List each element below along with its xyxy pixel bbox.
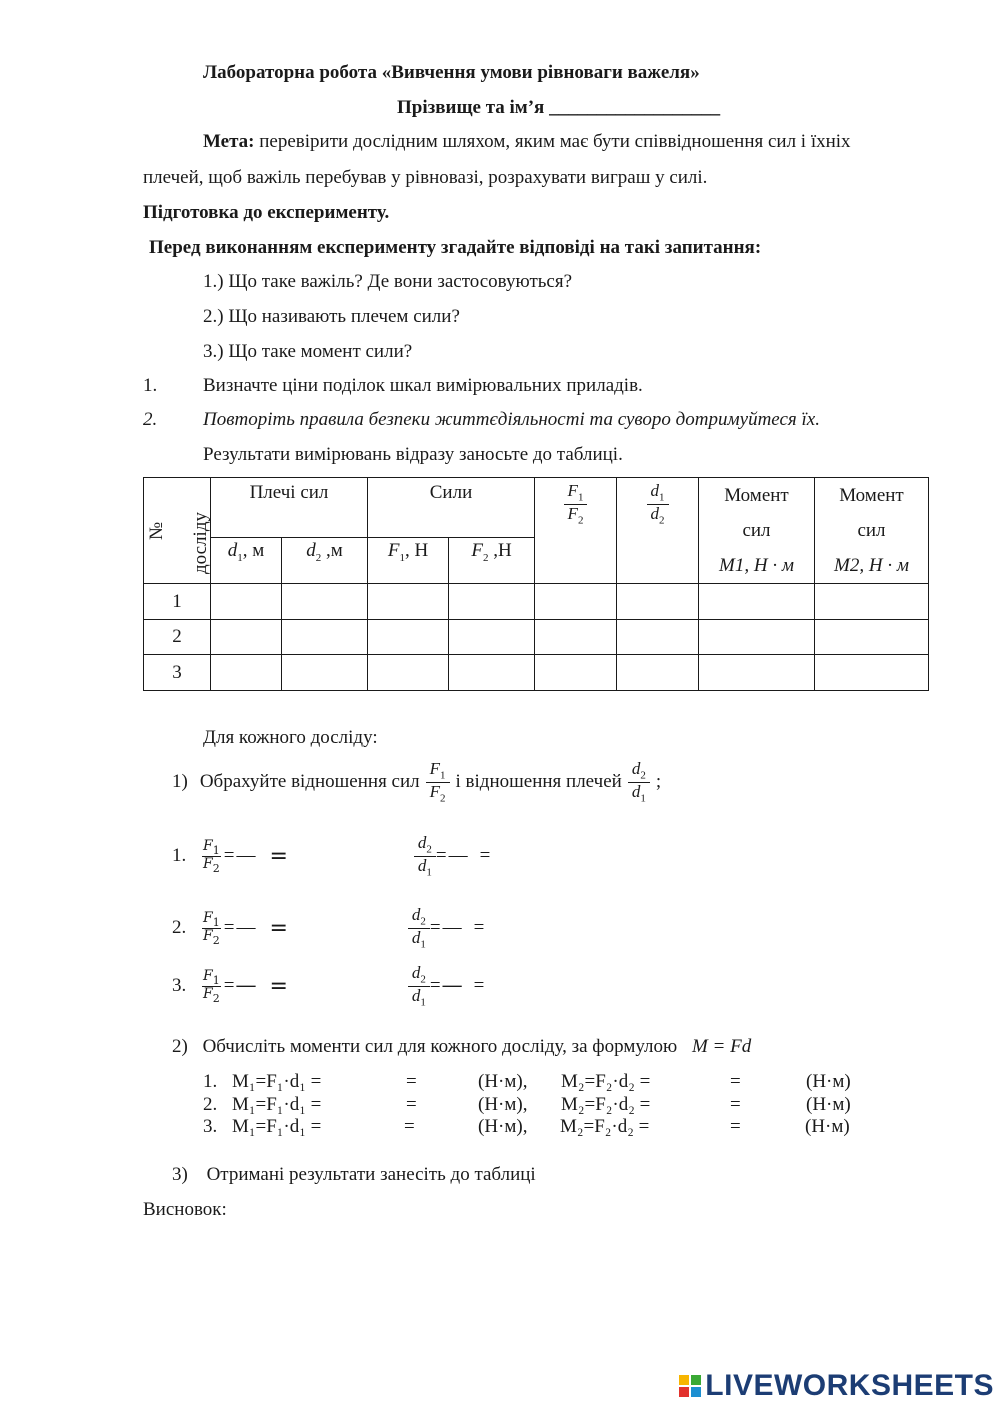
prep-heading: Підготовка до експерименту. bbox=[143, 202, 390, 223]
logo-mark-icon bbox=[679, 1375, 701, 1397]
moment-1-forces-word: сил bbox=[742, 520, 771, 541]
cell-input[interactable] bbox=[617, 655, 699, 691]
goal-label: Мета: bbox=[203, 131, 255, 152]
ratio-2-force-fraction: $\frac{F_1}{F_2}$ bbox=[203, 909, 220, 947]
cell-input[interactable] bbox=[617, 620, 699, 655]
moment-row-1-m1: M₁=F₁·d₁ = bbox=[232, 1071, 322, 1092]
cell-input[interactable] bbox=[282, 620, 368, 655]
moment-row-2-eq2: = bbox=[730, 1094, 741, 1115]
task-1-end: ; bbox=[655, 771, 662, 793]
step-2-number: 2. bbox=[143, 409, 158, 430]
task-3-number: 3) bbox=[172, 1164, 188, 1185]
ratio-3-arm-fraction: $\frac{d_2}{d_1}$ bbox=[408, 964, 430, 1009]
moment-row-2-m2: M₂=F₂·d₂ = bbox=[561, 1094, 651, 1115]
cell-input[interactable] bbox=[815, 620, 929, 655]
results-table bbox=[143, 477, 929, 691]
moment-row-1-eq1: = bbox=[406, 1071, 417, 1092]
moment-formula: M = Fd bbox=[691, 1036, 752, 1057]
name-field[interactable]: Прізвище та ім’я __________________ bbox=[397, 97, 721, 118]
question-2: 2.) Що називають плечем сили? bbox=[203, 306, 460, 327]
cell-input[interactable] bbox=[617, 584, 699, 620]
table-row bbox=[144, 655, 929, 691]
goal-line-1 bbox=[203, 131, 928, 153]
moment-row-1-unit2: (Н·м) bbox=[806, 1071, 851, 1092]
moment-row-2-unit1: (Н·м), bbox=[478, 1094, 528, 1115]
ratio-3-force-fraction: $\frac{F_1}{F_2}$ bbox=[203, 967, 220, 1005]
task-3 bbox=[172, 1164, 536, 1186]
row-number: 1 bbox=[144, 584, 211, 620]
goal-text-1: перевірити дослідним шляхом, яким має бути співвідношення сил і їхніх bbox=[259, 131, 851, 152]
moment-2-unit: M2, Н · м bbox=[834, 555, 909, 576]
cell-input[interactable] bbox=[449, 584, 535, 620]
moment-row-2-number: 2. bbox=[203, 1094, 218, 1115]
cell-input[interactable] bbox=[535, 620, 617, 655]
cell-input[interactable] bbox=[368, 620, 449, 655]
cell-input[interactable] bbox=[699, 620, 815, 655]
cell-input[interactable] bbox=[211, 584, 282, 620]
ratio-row-1: 1. $\frac{F_1}{F_2}$ = — = $\frac{d_2}{d_1}$ = — = bbox=[172, 833, 491, 879]
table-row bbox=[144, 584, 929, 620]
arms-header: Плечі сил bbox=[211, 478, 368, 538]
task-1-force-fraction: $\frac{F_1}{F_2}$ bbox=[426, 760, 450, 805]
cell-input[interactable] bbox=[282, 584, 368, 620]
moment-row-3-unit1: (Н·м), bbox=[478, 1116, 528, 1137]
conclusion-label: Висновок: bbox=[143, 1199, 227, 1220]
trial-number-header bbox=[144, 478, 211, 584]
moment-1-header bbox=[699, 478, 815, 584]
moment-row-1-unit1: (Н·м), bbox=[478, 1071, 528, 1092]
f2-header: $F_2$ ,Н bbox=[449, 537, 535, 583]
task-1-arm-fraction: $\frac{d_2}{d_1}$ bbox=[628, 760, 650, 805]
logo-text: LIVEWORKSHEETS bbox=[705, 1369, 994, 1402]
cell-input[interactable] bbox=[449, 620, 535, 655]
moment-2-word: Момент bbox=[839, 485, 904, 506]
moment-row-3-unit2: (Н·м) bbox=[805, 1116, 850, 1137]
force-ratio-header bbox=[535, 478, 617, 584]
moment-row-1-m2: M₂=F₂·d₂ = bbox=[561, 1071, 651, 1092]
task-2-text: Обчисліть моменти сил для кожного досліду, за формулою bbox=[202, 1036, 678, 1057]
cell-input[interactable] bbox=[699, 655, 815, 691]
task-2-number: 2) bbox=[172, 1036, 188, 1057]
moment-1-word: Момент bbox=[724, 485, 789, 506]
col-trial-label: досліду bbox=[190, 511, 211, 574]
moment-row-3-m2: M₂=F₂·d₂ = bbox=[560, 1116, 650, 1137]
ratio-1-force-fraction: $\frac{F_1}{F_2}$ bbox=[203, 837, 220, 875]
cell-input[interactable] bbox=[282, 655, 368, 691]
moment-row-2-m1: M₁=F₁·d₁ = bbox=[232, 1094, 322, 1115]
step-1-number: 1. bbox=[143, 375, 158, 396]
cell-input[interactable] bbox=[449, 655, 535, 691]
cell-input[interactable] bbox=[535, 655, 617, 691]
task-2 bbox=[172, 1036, 751, 1058]
cell-input[interactable] bbox=[815, 584, 929, 620]
page-title: Лабораторна робота «Вивчення умови рівноваги важеля» bbox=[203, 62, 700, 83]
results-note: Результати вимірювань відразу заносьте до таблиці. bbox=[203, 444, 623, 465]
liveworksheets-logo[interactable] bbox=[679, 1369, 994, 1403]
ratio-row-3: 3. $\frac{F_1}{F_2}$ = — = $\frac{d_2}{d_1}$ = — = bbox=[172, 963, 485, 1009]
moment-row-3-eq2: = bbox=[730, 1116, 741, 1137]
question-1: 1.) Що таке важіль? Де вони застосовуються? bbox=[203, 271, 573, 292]
task-1-text-b: і відношення плечей bbox=[455, 771, 622, 793]
task-1-text-a: Обрахуйте відношення сил bbox=[199, 771, 420, 793]
arm-ratio-fraction: $\frac{d_1}{d_2}$ bbox=[647, 482, 669, 527]
moment-row-3-eq1: = bbox=[404, 1116, 415, 1137]
f1-header: $F_1$, Н bbox=[368, 537, 449, 583]
arm-ratio-header bbox=[617, 478, 699, 584]
moment-row-3-number: 3. bbox=[203, 1116, 218, 1137]
cell-input[interactable] bbox=[211, 655, 282, 691]
col-no-label: № bbox=[146, 521, 167, 540]
question-3: 3.) Що таке момент сили? bbox=[203, 341, 413, 362]
moment-2-header bbox=[815, 478, 929, 584]
row-number: 3 bbox=[144, 655, 211, 691]
task-1 bbox=[172, 760, 661, 805]
forces-header: Сили bbox=[368, 478, 535, 538]
table-row bbox=[144, 620, 929, 655]
goal-text-2: плечей, щоб важіль перебував у рівновазі, розрахувати виграш у силі. bbox=[143, 167, 708, 188]
moment-1-unit: M1, Н · м bbox=[719, 555, 794, 576]
questions-heading: Перед виконанням експерименту згадайте відповіді на такі запитання: bbox=[149, 237, 762, 258]
moment-row-2-unit2: (Н·м) bbox=[806, 1094, 851, 1115]
ratio-row-2: 2. $\frac{F_1}{F_2}$ = — = $\frac{d_2}{d_1}$ = — = bbox=[172, 905, 485, 951]
moment-row-1-eq2: = bbox=[730, 1071, 741, 1092]
each-trial-heading: Для кожного досліду: bbox=[203, 727, 378, 748]
cell-input[interactable] bbox=[368, 655, 449, 691]
moment-2-forces-word: сил bbox=[857, 520, 886, 541]
d1-header: $d_1$, м bbox=[211, 537, 282, 583]
cell-input[interactable] bbox=[368, 584, 449, 620]
force-ratio-fraction: $\frac{F_1}{F_2}$ bbox=[564, 482, 588, 527]
cell-input[interactable] bbox=[535, 584, 617, 620]
d2-header: $d_2$ ,м bbox=[282, 537, 368, 583]
task-1-number: 1) bbox=[172, 771, 188, 793]
row-number: 2 bbox=[144, 620, 211, 655]
task-3-text: Отримані результати занесіть до таблиці bbox=[206, 1164, 536, 1185]
moment-row-2-eq1: = bbox=[406, 1094, 417, 1115]
moment-row-1-number: 1. bbox=[203, 1071, 218, 1092]
cell-input[interactable] bbox=[815, 655, 929, 691]
ratio-1-arm-fraction: $\frac{d_2}{d_1}$ bbox=[414, 834, 436, 879]
ratio-2-arm-fraction: $\frac{d_2}{d_1}$ bbox=[408, 906, 430, 951]
step-1-text: Визначте ціни поділок шкал вимірювальних приладів. bbox=[203, 375, 643, 396]
cell-input[interactable] bbox=[211, 620, 282, 655]
cell-input[interactable] bbox=[699, 584, 815, 620]
step-2-text: Повторіть правила безпеки життєдіяльності та суворо дотримуйтеся їх. bbox=[203, 409, 820, 430]
moment-row-3-m1: M₁=F₁·d₁ = bbox=[232, 1116, 322, 1137]
